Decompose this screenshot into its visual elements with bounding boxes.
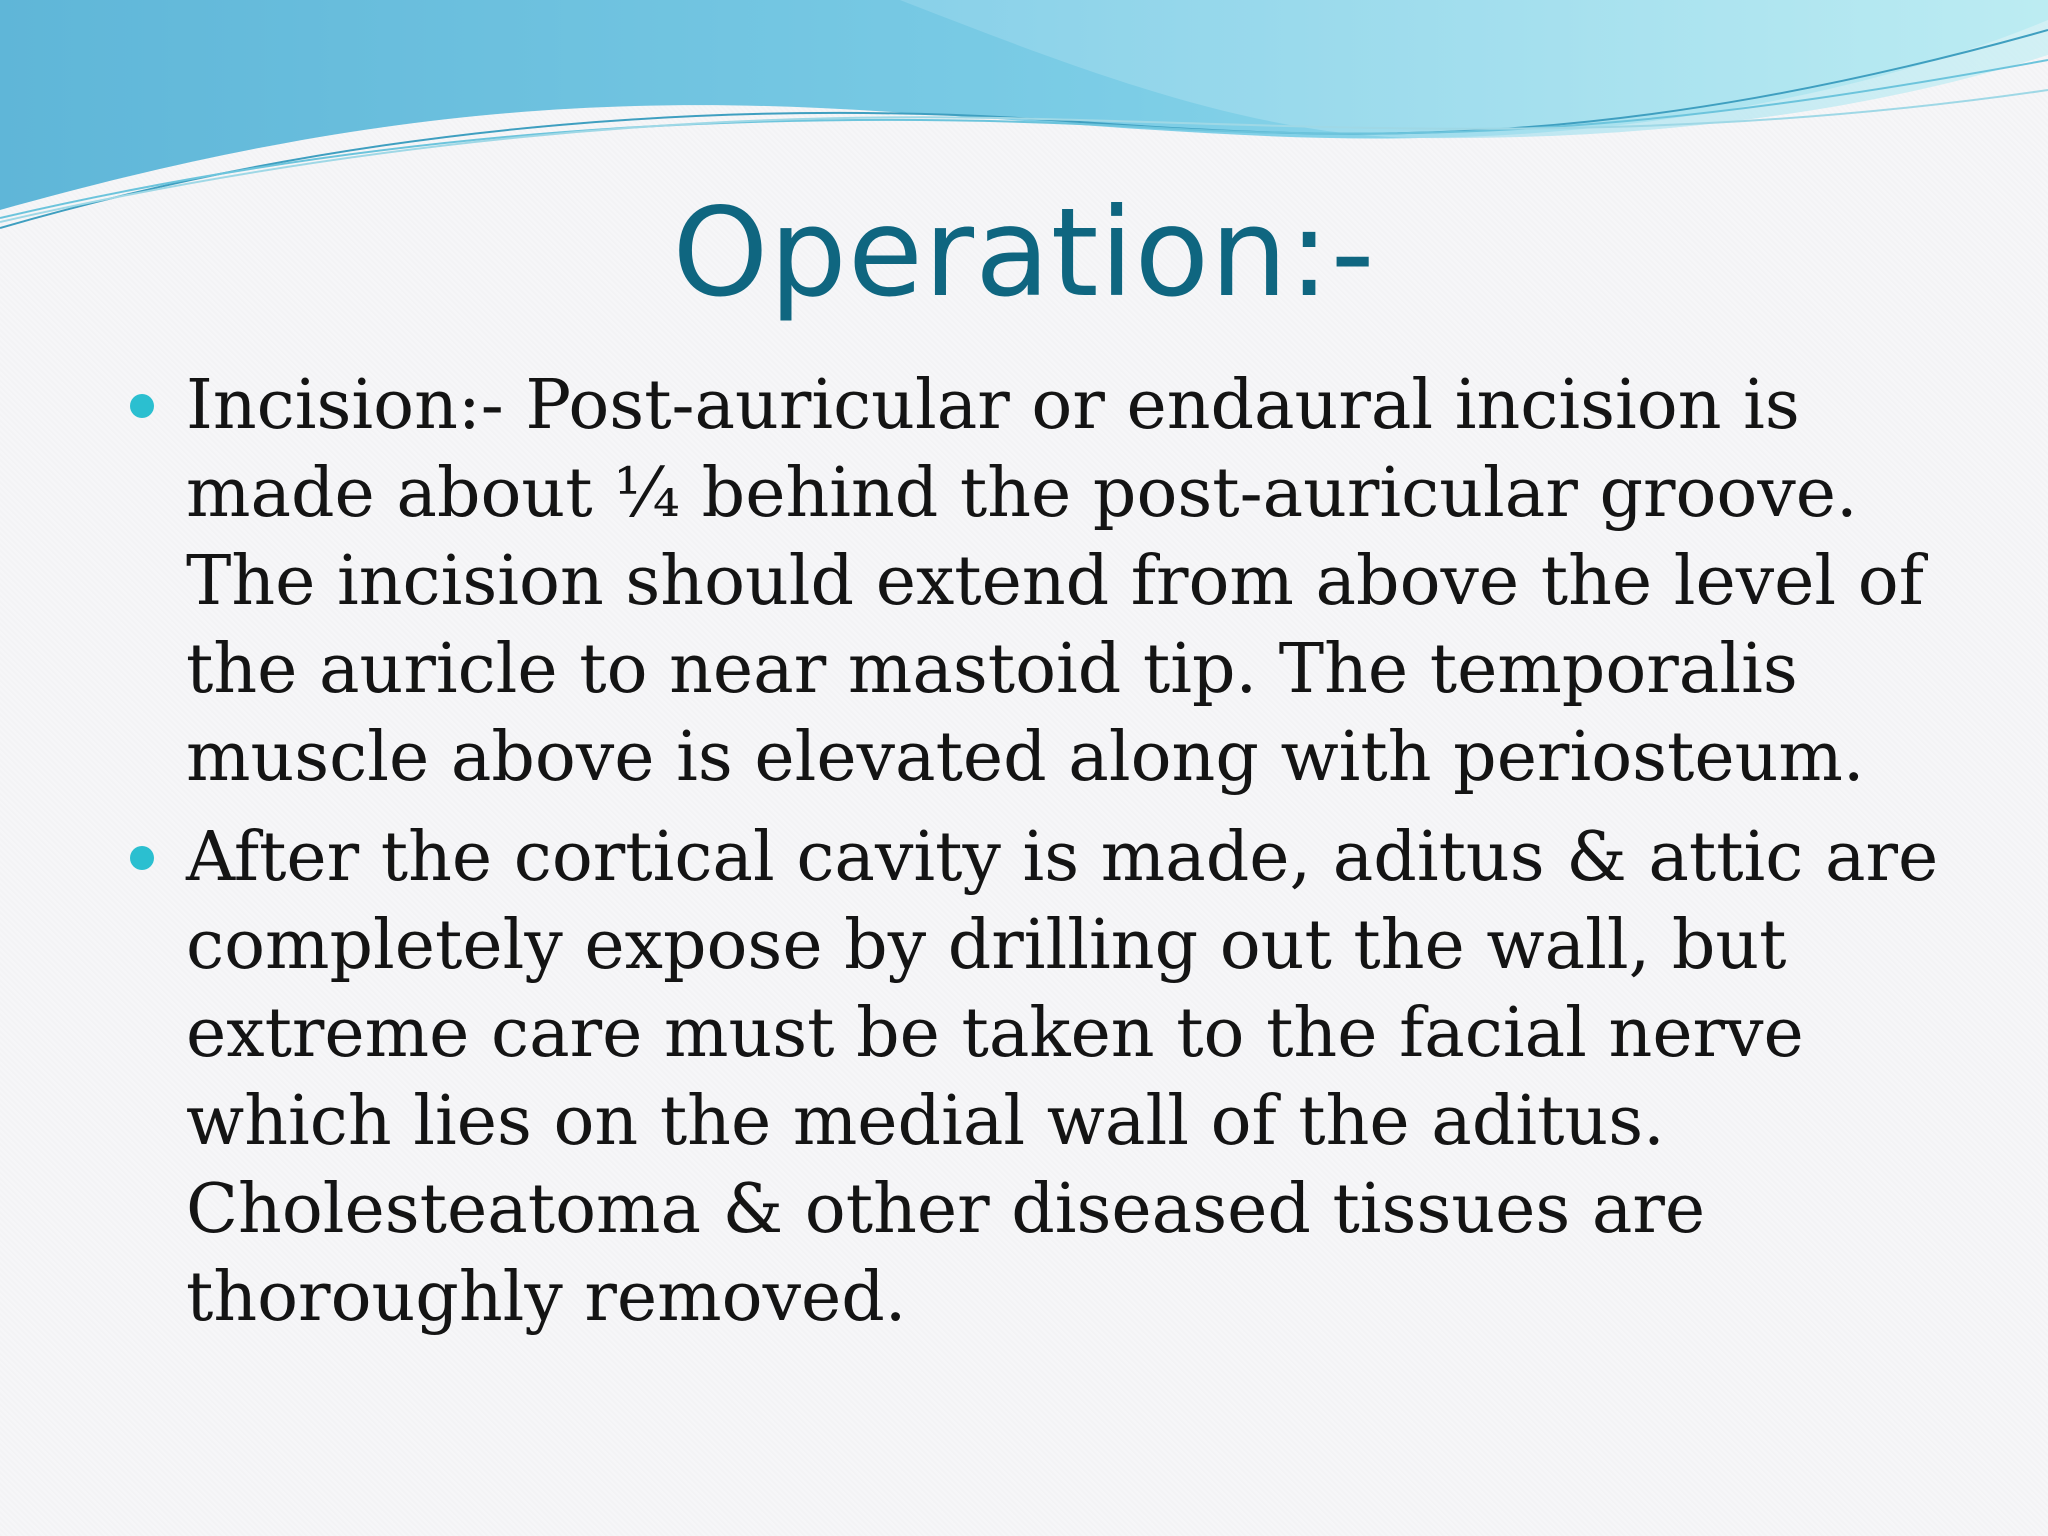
slide-title: Operation:- <box>672 182 1376 324</box>
bullet-dot-icon <box>130 394 154 418</box>
bullet-cortical-cavity <box>186 814 1946 1342</box>
bullet-incision <box>186 362 1946 802</box>
bullet-text-cortical-cavity: After the cortical cavity is made, aditus & attic are completely expose by drilling out the wall, but extreme care must be taken to the facial nerve which lies on the medial wall of the aditus. Cholesteatoma & other diseased tissues are thoroughly removed. <box>186 818 1939 1337</box>
bullet-dot-icon <box>130 846 154 870</box>
bullet-text-incision: Incision:- Post-auricular or endaural incision is made about ¼ behind the post-auricular groove. The incision should extend from above the level of the auricle to near mastoid tip. The temporalis muscle above is elevated along with periosteum. <box>186 366 1924 797</box>
bullet-list <box>186 362 1946 1354</box>
